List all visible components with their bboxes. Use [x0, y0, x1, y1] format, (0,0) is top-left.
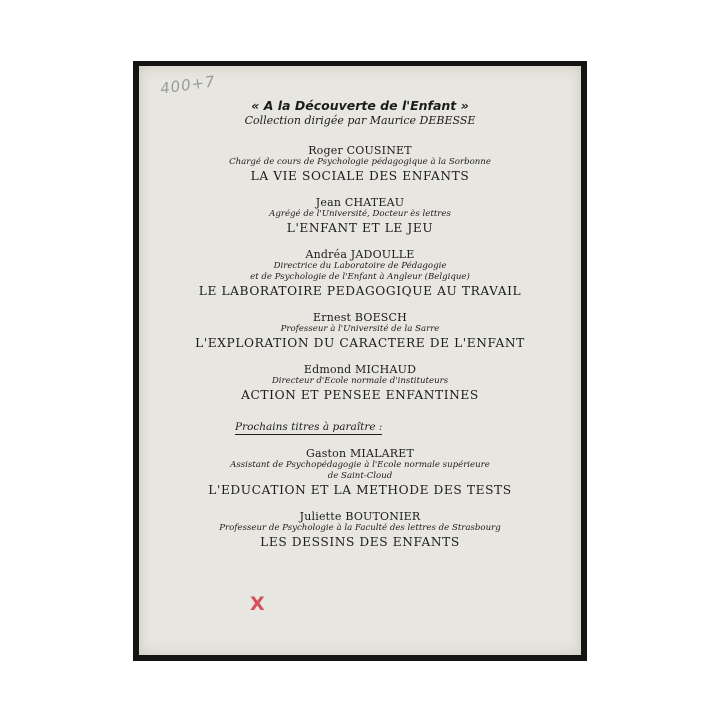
author-name: Edmond MICHAUD: [303, 363, 417, 376]
upcoming-titles-heading: Prochains titres à paraître :: [235, 421, 383, 433]
book-title: L'EDUCATION ET LA METHODE DES TESTS: [208, 483, 512, 497]
author-description: Assistant de Psychopédagogie à l'Ecole normale supérieure: [230, 460, 490, 470]
cover-content: [139, 98, 581, 562]
series-title: « A la Découverte de l'Enfant »: [251, 98, 469, 113]
series-subtitle: Collection dirigée par Maurice DEBESSE: [244, 114, 476, 127]
author-name: Ernest BOESCH: [313, 311, 407, 324]
author-description: Agrégé de l'Université, Docteur ès lettres: [269, 209, 451, 219]
author-name: Jean CHATEAU: [315, 196, 405, 209]
author-name: Juliette BOUTONIER: [299, 510, 421, 523]
book-title: L'ENFANT ET LE JEU: [286, 221, 434, 235]
book-title: LES DESSINS DES ENFANTS: [260, 535, 460, 549]
book-entry: [139, 196, 581, 236]
author-description: Chargé de cours de Psychologie pédagogique à la Sorbonne: [229, 157, 491, 167]
book-entry: [139, 311, 581, 351]
author-name: Gaston MIALARET: [305, 447, 415, 460]
book-title: LE LABORATOIRE PEDAGOGIQUE AU TRAVAIL: [198, 284, 522, 298]
book-title: ACTION ET PENSEE ENFANTINES: [241, 388, 479, 402]
upcoming-entry: [139, 510, 581, 550]
book-entry: [139, 248, 581, 299]
book-title: L'EXPLORATION DU CARACTERE DE L'ENFANT: [195, 336, 525, 350]
author-description: Directrice du Laboratoire de Pédagogie: [273, 261, 447, 271]
upcoming-entry: [139, 447, 581, 498]
red-x-mark: X: [250, 593, 265, 615]
author-description: Professeur à l'Université de la Sarre: [280, 324, 440, 334]
book-entry: [139, 144, 581, 184]
author-description: Directeur d'Ecole normale d'instituteurs: [271, 376, 449, 386]
author-description: de Saint-Cloud: [327, 471, 393, 481]
author-description: Professeur de Psychologie à la Faculté des lettres de Strasbourg: [219, 523, 501, 533]
book-title: LA VIE SOCIALE DES ENFANTS: [250, 169, 470, 183]
author-name: Roger COUSINET: [308, 144, 412, 157]
book-entry: [139, 363, 581, 403]
handwritten-note: 400+7: [159, 72, 217, 98]
upcoming-heading-wrap: [139, 415, 581, 447]
author-name: Andréa JADOULLE: [305, 248, 415, 261]
author-description: et de Psychologie de l'Enfant à Angleur (Belgique): [250, 272, 470, 282]
